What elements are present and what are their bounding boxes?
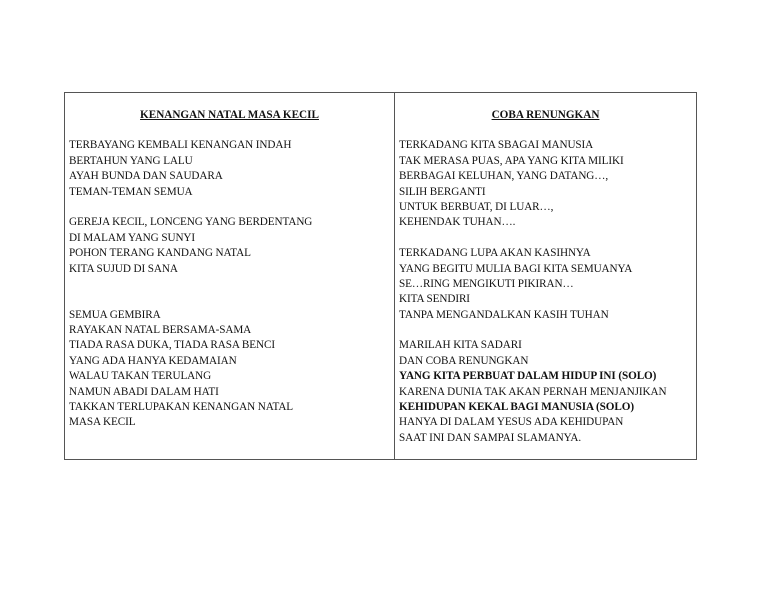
left-lyric-line: RAYAKAN NATAL BERSAMA-SAMA	[69, 324, 252, 337]
right-lyric-line: DAN COBA RENUNGKAN	[399, 354, 529, 367]
right-title: COBA RENUNGKAN	[491, 109, 600, 121]
lyrics-table	[64, 92, 697, 460]
right-lyric-line: BERBAGAI KELUHAN, YANG DATANG…,	[399, 170, 609, 183]
left-blank-line	[69, 292, 390, 307]
right-lyric-line: YANG BEGITU MULIA BAGI KITA SEMUANYA	[399, 262, 633, 275]
left-lyric-line: AYAH BUNDA DAN SAUDARA	[69, 170, 223, 183]
right-lyric-line: MARILAH KITA SADARI	[399, 339, 522, 352]
right-lyric-line: SILIH BERGANTI	[399, 185, 486, 198]
left-lyric-line: TIADA RASA DUKA, TIADA RASA BENCI	[69, 339, 275, 352]
left-blank-line	[69, 200, 390, 215]
left-lyric-line: DI MALAM YANG SUNYI	[69, 231, 196, 244]
left-title: KENANGAN NATAL MASA KECIL	[140, 109, 319, 121]
left-lyric-line: GEREJA KECIL, LONCENG YANG BERDENTANG	[69, 216, 313, 229]
right-lyric-line: KARENA DUNIA TAK AKAN PERNAH MENJANJIKAN	[399, 385, 667, 398]
right-lyric-line: SE…RING MENGIKUTI PIKIRAN…	[399, 277, 574, 290]
left-lyric-line: WALAU TAKAN TERULANG	[69, 370, 212, 383]
left-lyric-line: MASA KECIL	[69, 416, 136, 429]
left-lyric-line: TEMAN-TEMAN SEMUA	[69, 185, 193, 198]
left-lyric-line: TERBAYANG KEMBALI KENANGAN INDAH	[69, 139, 292, 152]
right-lyric-line: TERKADANG KITA SBAGAI MANUSIA	[399, 139, 594, 152]
right-lyric-line: TERKADANG LUPA AKAN KASIHNYA	[399, 247, 591, 260]
right-lyric-line: KITA SENDIRI	[399, 293, 470, 306]
right-lyric-line: TAK MERASA PUAS, APA YANG KITA MILIKI	[399, 154, 624, 167]
right-lyric-line: UNTUK BERBUAT, DI LUAR…,	[399, 200, 554, 213]
left-lyric-line: YANG ADA HANYA KEDAMAIAN	[69, 354, 237, 367]
right-lyric-line: KEHENDAK TUHAN….	[399, 216, 516, 229]
right-lyric-line: HANYA DI DALAM YESUS ADA KEHIDUPAN	[399, 416, 624, 429]
right-blank-line	[399, 323, 692, 338]
right-column	[395, 93, 696, 459]
right-lyrics	[399, 138, 692, 446]
right-lyric-line: SAAT INI DAN SAMPAI SLAMANYA.	[399, 431, 582, 444]
left-lyric-line: TAKKAN TERLUPAKAN KENANGAN NATAL	[69, 401, 294, 414]
right-lyric-line: KEHIDUPAN KEKAL BAGI MANUSIA (SOLO)	[399, 401, 634, 414]
left-lyric-line: BERTAHUN YANG LALU	[69, 154, 193, 167]
left-lyric-line: NAMUN ABADI DALAM HATI	[69, 385, 219, 398]
left-lyric-line: KITA SUJUD DI SANA	[69, 262, 178, 275]
left-blank-line	[69, 277, 390, 292]
left-column	[65, 93, 395, 459]
right-blank-line	[399, 231, 692, 246]
left-lyrics	[69, 138, 390, 430]
left-lyric-line: SEMUA GEMBIRA	[69, 308, 161, 321]
right-lyric-line: TANPA MENGANDALKAN KASIH TUHAN	[399, 308, 609, 321]
right-lyric-line: YANG KITA PERBUAT DALAM HIDUP INI (SOLO)	[399, 370, 657, 383]
left-lyric-line: POHON TERANG KANDANG NATAL	[69, 247, 251, 260]
